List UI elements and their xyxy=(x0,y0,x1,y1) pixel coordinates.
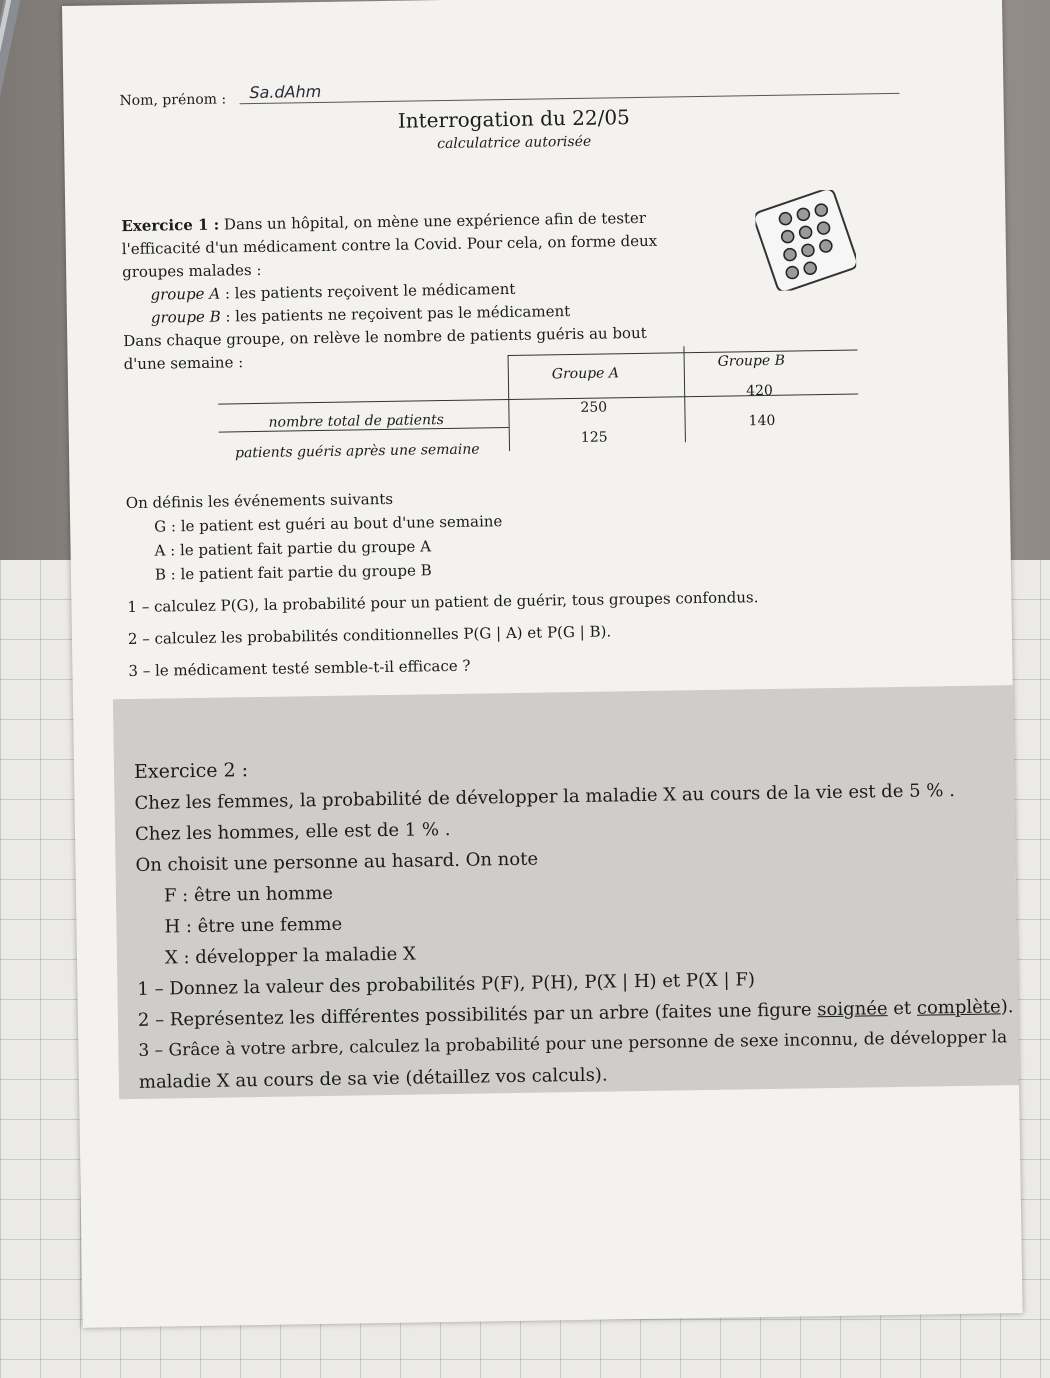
table-vrule-1 xyxy=(508,355,511,451)
results-table xyxy=(217,344,859,464)
exercise2-question1: 1 – Donnez la valeur des probabilités P(F), P(H), P(X | H) et P(X | F) xyxy=(137,969,756,1000)
page-subtitle: calculatrice autorisée xyxy=(437,133,592,153)
pill-blister-illustration xyxy=(755,190,857,292)
table-row2-label: patients guéris après une semaine xyxy=(234,441,480,462)
event-a: A : le patient fait partie du groupe A xyxy=(154,537,432,560)
q2-underlined-1: soignée xyxy=(817,998,888,1021)
events-intro: On définis les événements suivants xyxy=(125,489,394,513)
exercise2-line3: On choisit une personne au hasard. On note xyxy=(135,848,539,876)
q2-underlined-2: complète xyxy=(916,996,1001,1019)
exercise1-question2: 2 – calculez les probabilités conditionnelles P(G | A) et P(G | B). xyxy=(127,622,612,649)
exercise1-question3: 3 – le médicament testé semble-t-il efficace ? xyxy=(128,656,471,681)
exercise1-after1: Dans chaque groupe, on relève le nombre de patients guéris au bout xyxy=(123,323,647,351)
exam-sheet xyxy=(62,0,1023,1328)
q2-mid: et xyxy=(887,997,918,1020)
group-b-text: : les patients ne reçoivent pas le médicament xyxy=(225,302,571,326)
table-row1-b: 420 xyxy=(746,382,773,400)
exercise2-event-h: H : être une femme xyxy=(164,913,343,938)
exercise2-question3-line1: 3 – Grâce à votre arbre, calculez la probabilité pour une personne de sexe inconnu, de développer la xyxy=(138,1027,1008,1061)
exercise1-intro1: Dans un hôpital, on mène une expérience afin de tester xyxy=(223,208,647,234)
exercise1-intro2: l'efficacité d'un médicament contre la Covid. Pour cela, on forme deux xyxy=(121,231,658,259)
event-g: G : le patient est guéri au bout d'une semaine xyxy=(154,512,503,536)
exercise2-line1: Chez les femmes, la probabilité de développer la maladie X au cours de la vie est de 5 % . xyxy=(134,780,955,814)
group-a-name: groupe A xyxy=(150,284,221,304)
table-row1-label: nombre total de patients xyxy=(268,412,444,431)
table-vrule-2 xyxy=(683,346,686,442)
exercise2 xyxy=(134,743,1019,1098)
exercise2-line2: Chez les hommes, elle est de 1 % . xyxy=(134,819,451,845)
name-handwritten: Sa.dAhm xyxy=(249,81,322,103)
exercise1-question1: 1 – calculez P(G), la probabilité pour un patient de guérir, tous groupes confondus. xyxy=(127,588,759,617)
exercise1-events xyxy=(126,480,849,683)
exercise1-intro3: groupes malades : xyxy=(122,260,262,282)
exercise1-label: Exercice 1 : xyxy=(121,215,220,236)
q2-start: 2 – Représentez les différentes possibilités par un arbre (faites une figure xyxy=(137,999,818,1031)
event-b: B : le patient fait partie du groupe B xyxy=(154,561,432,584)
group-a-text: : les patients reçoivent le médicament xyxy=(224,279,516,303)
q2-end: ). xyxy=(1000,996,1014,1018)
exercise2-event-x: X : développer la maladie X xyxy=(164,943,417,969)
table-row2-a: 125 xyxy=(580,429,608,446)
table-row2-b: 140 xyxy=(748,412,776,430)
exercise2-question3-line2: maladie X au cours de sa vie (détaillez vos calculs). xyxy=(138,1064,608,1093)
exercise1-after2: d'une semaine : xyxy=(123,353,244,374)
name-label: Nom, prénom : xyxy=(119,91,227,110)
table-row1-a: 250 xyxy=(580,399,608,416)
table-col-b: Groupe B xyxy=(717,352,786,370)
exercise2-event-f: F : être un homme xyxy=(163,882,334,907)
group-b-name: groupe B xyxy=(150,307,221,327)
exercise2-label: Exercice 2 : xyxy=(133,759,249,783)
page-title: Interrogation du 22/05 xyxy=(397,105,630,133)
table-col-a: Groupe A xyxy=(551,365,620,383)
